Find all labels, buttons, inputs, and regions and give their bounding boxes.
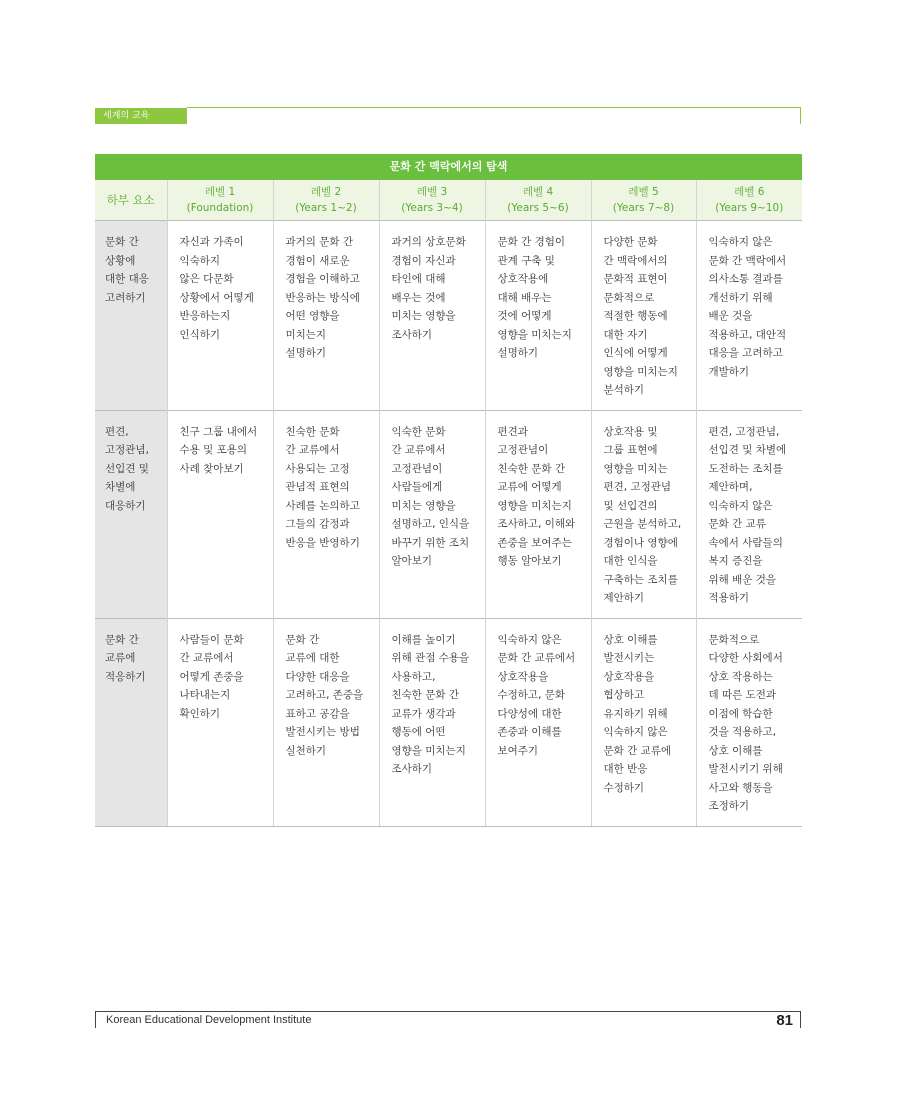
rubric-cell-level-2: 친숙한 문화 간 교류에서 사용되는 고정 관념적 표현의 사례를 논의하고 그들의 감정과 반응을 반영하기 [273,410,379,618]
sub-element-label: 편견, 고정관념, 선입견 및 차별에 대응하기 [95,410,167,618]
rubric-cell-level-1: 자신과 가족이 익숙하지 않은 다문화 상황에서 어떻게 반응하는지 인식하기 [167,221,273,411]
level-name: 레벨 1 [204,186,236,198]
level-header-2 [273,180,379,221]
level-name: 레벨 6 [734,186,765,198]
rubric-cell-level-3: 익숙한 문화 간 교류에서 고정관념이 사람들에게 미치는 영향을 설명하고, 인식을 바꾸기 위한 조치 알아보기 [379,410,485,618]
level-years: (Foundation) [186,202,254,214]
page-number: 81 [776,1012,793,1029]
header-rule-end [800,107,801,124]
level-years: (Years 5~6) [507,202,569,214]
level-name: 레벨 5 [628,186,659,198]
rubric-cell-level-6: 익숙하지 않은 문화 간 맥락에서 의사소통 결과를 개선하기 위해 배운 것을 적용하고, 대안적 대응을 고려하고 개발하기 [696,221,802,411]
rubric-cell-level-4: 문화 간 경험이 관계 구축 및 상호작용에 대해 배우는 것에 어떻게 영향을 미치는지 설명하기 [485,221,591,411]
section-header-label: 세계의 교육 [103,111,150,121]
table-title: 문화 간 맥락에서의 탐색 [95,154,802,180]
footer-rule-start [95,1011,96,1028]
table-row [95,410,802,618]
rubric-cell-level-3: 과거의 상호문화 경험이 자신과 타인에 대해 배우는 것에 미치는 영향을 조사하기 [379,221,485,411]
rubric-cell-level-1: 친구 그룹 내에서 수용 및 포용의 사례 찾아보기 [167,410,273,618]
level-header-3 [379,180,485,221]
rubric-cell-level-4: 익숙하지 않은 문화 간 교류에서 상호작용을 수정하고, 문화 다양성에 대한 존중과 이해를 보여주기 [485,618,591,826]
level-years: (Years 7~8) [612,202,675,214]
rubric-cell-level-6: 편견, 고정관념, 선입견 및 차별에 도전하는 조치를 제안하며, 익숙하지 않은 문화 간 교류 속에서 사람들의 복지 증진을 위해 배운 것을 적용하기 [696,410,802,618]
level-years: (Years 1~2) [295,202,357,214]
rubric-cell-level-5: 다양한 문화 간 맥락에서의 문화적 표현이 문화적으로 적절한 행동에 대한 자기 인식에 어떻게 영향을 미치는지 분석하기 [591,221,696,411]
section-header-tab [95,108,187,124]
table-row [95,618,802,826]
level-name: 레벨 3 [416,186,448,198]
rubric-cell-level-2: 문화 간 교류에 대한 다양한 대응을 고려하고, 존중을 표하고 공감을 발전시키는 방법 실천하기 [273,618,379,826]
level-header-1 [167,180,273,221]
rubric-cell-level-1: 사람들이 문화 간 교류에서 어떻게 존중을 나타내는지 확인하기 [167,618,273,826]
level-header-5 [591,180,696,221]
sub-element-label: 문화 간 상황에 대한 대응 고려하기 [95,221,167,411]
footer-rule-end [800,1011,801,1028]
level-name: 레벨 2 [310,186,342,198]
level-name: 레벨 4 [522,186,554,198]
rubric-cell-level-3: 이해를 높이기 위해 관점 수용을 사용하고, 친숙한 문화 간 교류가 생각과 행동에 어떤 영향을 미치는지 조사하기 [379,618,485,826]
footer-institute: Korean Educational Development Institute [106,1014,312,1026]
rubric-cell-level-5: 상호 이해를 발전시키는 상호작용을 협상하고 유지하기 위해 익숙하지 않은 문화 간 교류에 대한 반응 수정하기 [591,618,696,826]
rubric-cell-level-6: 문화적으로 다양한 사회에서 상호 작용하는 데 따른 도전과 이점에 학습한 것을 적용하고, 상호 이해를 발전시키기 위해 사고와 행동을 조정하기 [696,618,802,826]
footer-rule [95,1011,800,1012]
sub-element-label: 문화 간 교류에 적응하기 [95,618,167,826]
rubric-cell-level-5: 상호작용 및 그룹 표현에 영향을 미치는 편견, 고정관념 및 선입견의 근원을 분석하고, 경험이나 영향에 대한 인식을 구축하는 조치를 제안하기 [591,410,696,618]
level-years: (Years 3~4) [401,202,463,214]
corner-label: 하부 요소 [95,180,167,221]
level-header-4 [485,180,591,221]
table-row [95,221,802,411]
level-header-row [95,180,802,221]
rubric-cell-level-2: 과거의 문화 간 경험이 새로운 경험을 이해하고 반응하는 방식에 어떤 영향을 미치는지 설명하기 [273,221,379,411]
level-years: (Years 9~10) [715,202,784,214]
rubric-cell-level-4: 편견과 고정관념이 친숙한 문화 간 교류에 어떻게 영향을 미치는지 조사하고, 이해와 존중을 보여주는 행동 알아보기 [485,410,591,618]
rubric-table [95,154,802,827]
level-header-6 [696,180,802,221]
header-rule [187,107,800,108]
